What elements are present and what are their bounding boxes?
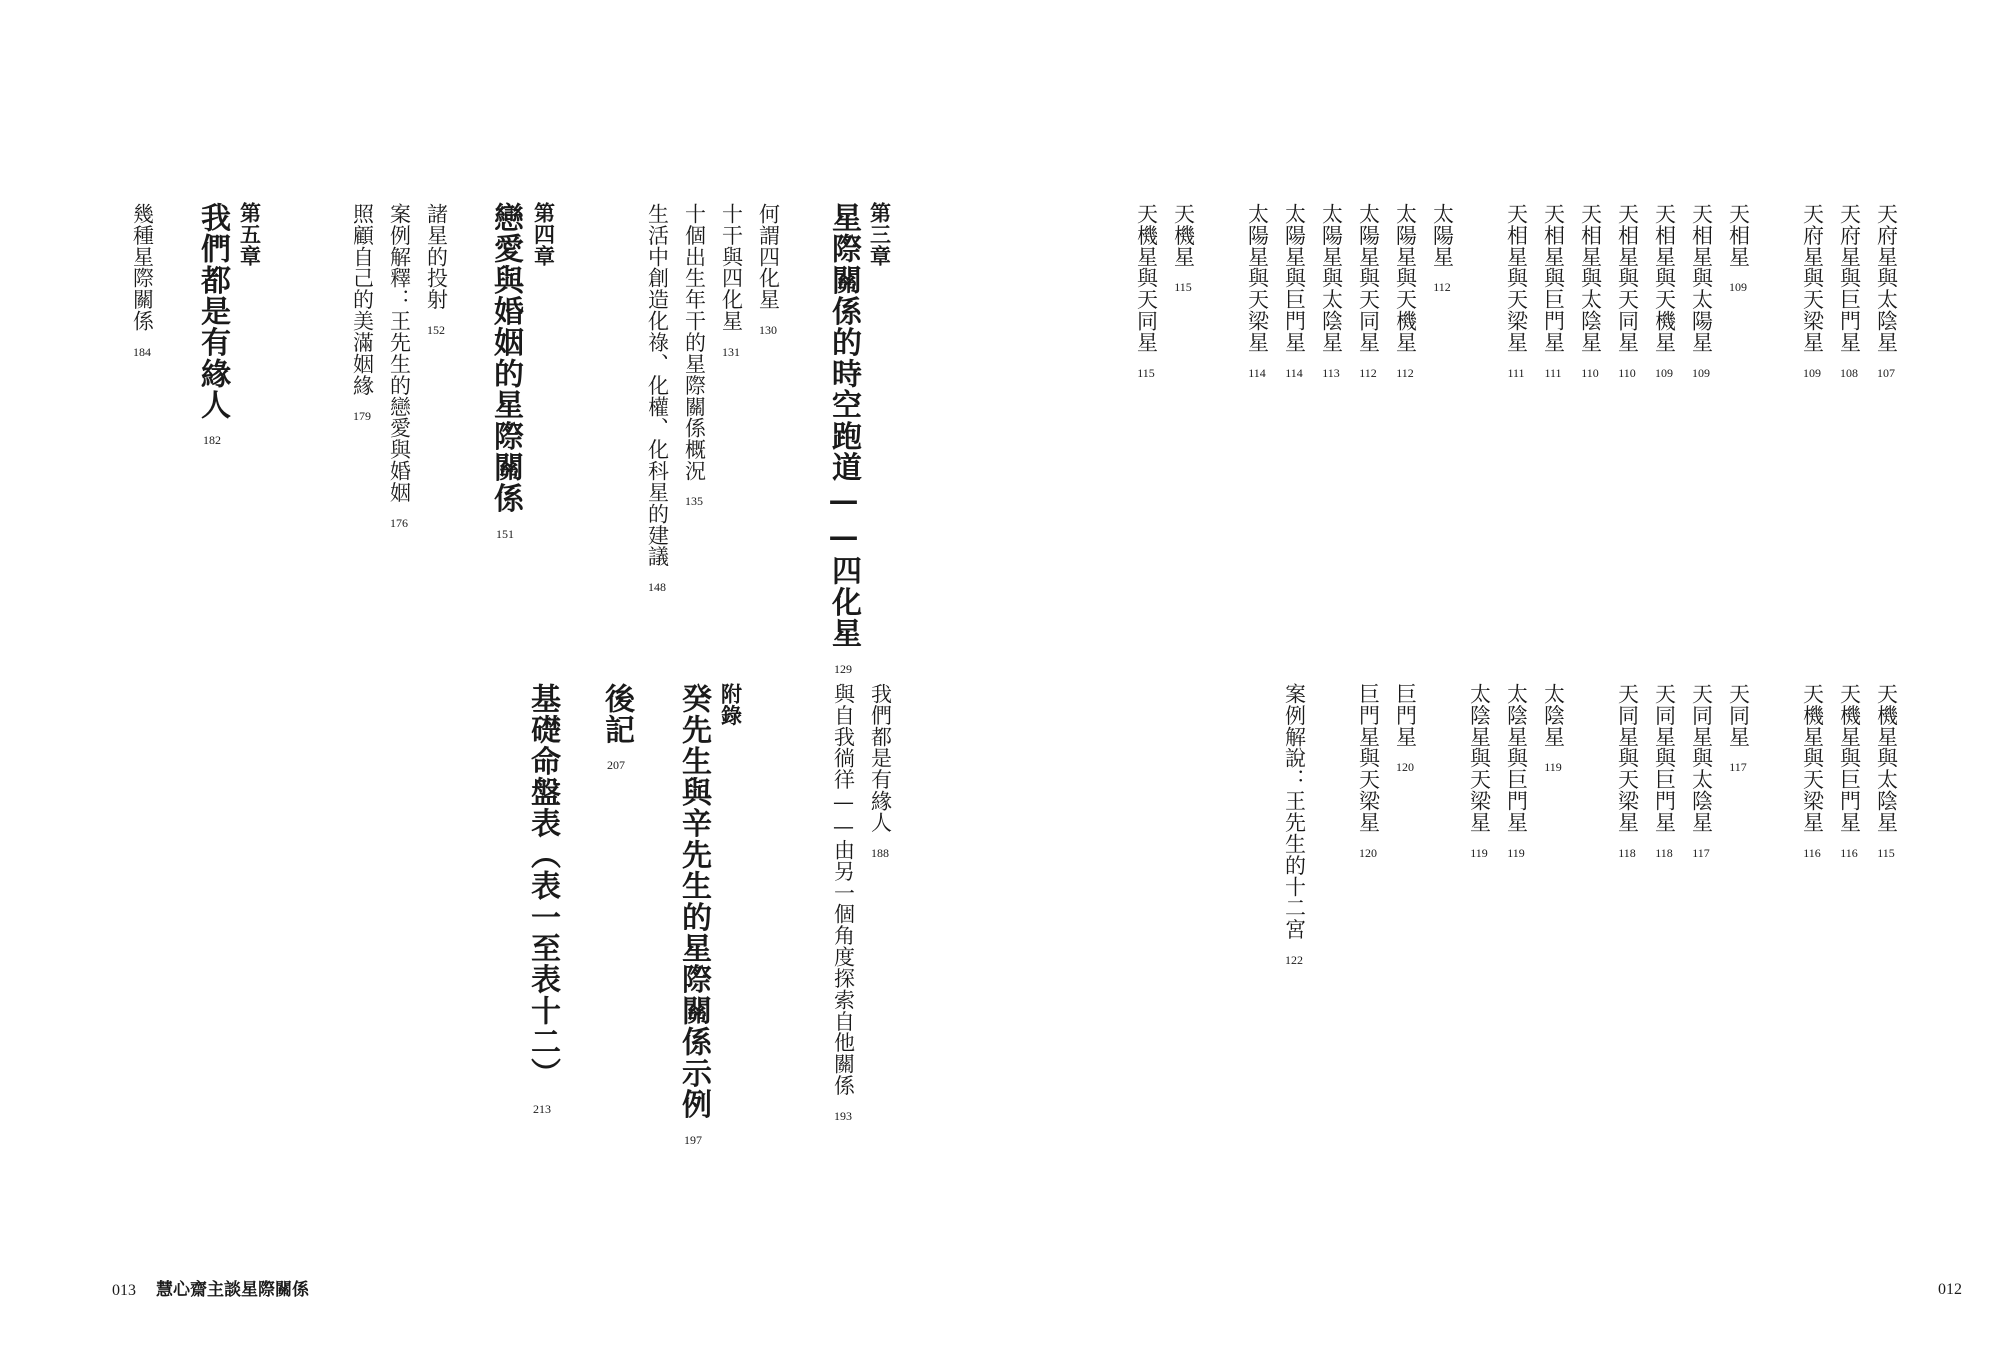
toc-entry-title: 天同星 [1726, 683, 1751, 748]
toc-entry [1829, 683, 1869, 859]
toc-entry [1866, 683, 1906, 859]
toc-entry [748, 203, 788, 336]
toc-entry-title: 幾種星際關係 [130, 203, 155, 332]
toc-entry-page: 119 [1544, 760, 1562, 775]
toc-entry-page: 118 [1655, 845, 1673, 860]
toc-entry-title: 太陽星與太陰星 [1319, 203, 1344, 353]
toc-entry-page: 179 [353, 408, 371, 423]
toc-entry-page: 115 [1174, 280, 1192, 295]
chapter-label [711, 683, 751, 726]
running-title: 慧心齋主談星際關係 [156, 1280, 309, 1300]
toc-entry [1163, 203, 1203, 293]
toc-entry [1718, 203, 1758, 293]
toc-entry-title: 十個出生年干的星際關係概況 [682, 203, 707, 482]
chapter-label [230, 202, 270, 266]
toc-entry [1126, 203, 1166, 379]
chapter-title [522, 683, 562, 1115]
toc-entry-title: 天相星 [1726, 203, 1751, 268]
toc-entry [342, 203, 382, 422]
toc-entry-page: 111 [1507, 365, 1525, 380]
toc-entry [1237, 203, 1277, 379]
toc-entry-title: 太陽星與天機星 [1393, 203, 1418, 353]
toc-entry-title: 巨門星 [1393, 683, 1418, 748]
toc-entry-title: 天機星與天同星 [1134, 203, 1159, 353]
toc-entry [1718, 683, 1758, 773]
toc-entry [1829, 203, 1869, 379]
toc-entry [1866, 203, 1906, 379]
toc-entry-title: 照顧自己的美滿姻緣 [350, 203, 375, 396]
chapter-title [673, 683, 713, 1146]
toc-entry [1533, 203, 1573, 379]
toc-entry [416, 203, 456, 336]
toc-entry [1348, 683, 1388, 859]
toc-entry-title: 何謂四化星 [756, 203, 781, 311]
toc-entry-page: 213 [533, 1101, 551, 1116]
toc-entry-page: 112 [1359, 365, 1377, 380]
chapter-5-label: 第五章 [237, 202, 263, 267]
toc-entry-page: 110 [1581, 365, 1599, 380]
toc-entry-title: 天相星與天機星 [1652, 203, 1677, 353]
toc-entry-page: 184 [133, 344, 151, 359]
toc-entry-page: 112 [1396, 365, 1414, 380]
toc-entry-title: 天相星與太陽星 [1689, 203, 1714, 353]
toc-entry-page: 131 [722, 344, 740, 359]
toc-entry-page: 119 [1470, 845, 1488, 860]
toc-entry [379, 203, 419, 529]
toc-entry-page: 129 [834, 661, 852, 676]
chapter-label [524, 202, 564, 266]
toc-entry-page: 116 [1803, 845, 1821, 860]
toc-entry [1274, 203, 1314, 379]
toc-entry-page: 109 [1729, 280, 1747, 295]
right-folio [1938, 1282, 1962, 1298]
toc-entry-page: 152 [427, 323, 445, 338]
chapter-title [823, 202, 863, 675]
toc-entry-title: 太陽星 [1430, 203, 1455, 268]
toc-entry [711, 203, 751, 358]
toc-entry-page: 193 [834, 1108, 852, 1123]
toc-entry-title: 天機星與天梁星 [1800, 683, 1825, 833]
chapter-4-label: 第四章 [531, 202, 557, 267]
chapter-5-title: 我們都是有緣人 [195, 202, 230, 421]
toc-entry [1644, 683, 1684, 859]
toc-entry-title: 天同星與太陰星 [1689, 683, 1714, 833]
toc-entry [1570, 203, 1610, 379]
toc-entry [1459, 683, 1499, 859]
toc-entry [1311, 203, 1351, 379]
toc-entry-title: 天同星與天梁星 [1615, 683, 1640, 833]
toc-entry-page: 119 [1507, 845, 1525, 860]
toc-entry [1681, 203, 1721, 379]
toc-entry [1348, 203, 1388, 379]
toc-entry-page: 109 [1655, 365, 1673, 380]
toc-entry [1422, 203, 1462, 293]
toc-entry-page: 182 [203, 433, 221, 448]
toc-entry-page: 151 [496, 527, 514, 541]
page-number: 012 [1938, 1281, 1962, 1298]
toc-entry-title: 與自我徜徉——由另一個角度探索自他關係 [831, 683, 856, 1096]
toc-entry-title: 天同星與巨門星 [1652, 683, 1677, 833]
toc-entry [1496, 203, 1536, 379]
toc-entry-title: 諸星的投射 [424, 203, 449, 311]
toc-entry-page: 115 [1877, 845, 1895, 860]
toc-entry-title: 天機星 [1171, 203, 1196, 268]
toc-entry-page: 130 [759, 323, 777, 338]
toc-entry [1607, 683, 1647, 859]
afterword-title: 後記 [599, 683, 634, 746]
toc-entry-title: 太陰星與巨門星 [1504, 683, 1529, 833]
toc-entry-page: 148 [648, 580, 666, 595]
toc-entry [1792, 683, 1832, 859]
toc-entry-title: 天府星與巨門星 [1837, 203, 1862, 353]
toc-entry-page: 117 [1692, 845, 1710, 860]
toc-entry-title: 十干與四化星 [719, 203, 744, 332]
toc-entry [1496, 683, 1536, 859]
toc-entry-page: 118 [1618, 845, 1636, 860]
toc-entry-title: 太陰星 [1541, 683, 1566, 748]
toc-entry-page: 111 [1544, 365, 1562, 380]
toc-entry-page: 117 [1729, 760, 1747, 775]
toc-entry-title: 太陽星與巨門星 [1282, 203, 1307, 353]
toc-entry-page: 207 [607, 758, 625, 773]
toc-entry-title: 太陽星與天同星 [1356, 203, 1381, 353]
toc-entry-page: 107 [1877, 365, 1895, 380]
toc-entry [1607, 203, 1647, 379]
toc-entry-title: 太陰星與天梁星 [1467, 683, 1492, 833]
toc-entry-page: 135 [685, 494, 703, 509]
toc-entry [1385, 203, 1425, 379]
toc-entry-page: 108 [1840, 365, 1858, 380]
toc-entry [1792, 203, 1832, 379]
toc-entry-page: 114 [1248, 365, 1266, 380]
toc-entry-title: 太陽星與天梁星 [1245, 203, 1270, 353]
chapter-title [485, 202, 525, 540]
toc-entry-page: 109 [1692, 365, 1710, 380]
chapter-title [596, 683, 636, 771]
page-number: 013 [112, 1282, 136, 1299]
toc-entry-title: 案例解說：王先生的十二宮 [1282, 683, 1307, 941]
toc-entry-page: 120 [1396, 760, 1414, 775]
toc-entry-title: 天機星與太陰星 [1874, 683, 1899, 833]
toc-entry [1644, 203, 1684, 379]
chapter-4-title: 戀愛與婚姻的星際關係 [488, 202, 523, 514]
toc-entry-page: 176 [390, 515, 408, 530]
chapter-3-title: 星際關係的時空跑道——四化星 [826, 202, 861, 649]
toc-entry-page: 115 [1137, 365, 1155, 380]
toc-entry [637, 203, 677, 593]
toc-entry [860, 683, 900, 859]
toc-entry [1533, 683, 1573, 773]
appendix-label: 附錄 [718, 683, 744, 726]
toc-entry-page: 120 [1359, 845, 1377, 860]
left-folio [112, 1282, 309, 1299]
toc-entry-page: 114 [1285, 365, 1303, 380]
toc-entry-page: 188 [871, 845, 889, 860]
toc-entry [1274, 683, 1314, 966]
toc-entry [1385, 683, 1425, 773]
toc-entry-page: 109 [1803, 365, 1821, 380]
toc-entry-title: 天府星與天梁星 [1800, 203, 1825, 353]
toc-entry-title: 生活中創造化祿、化權、化科星的建議 [645, 203, 670, 568]
toc-entry-title: 天機星與巨門星 [1837, 683, 1862, 833]
appendix-title: 癸先生與辛先生的星際關係示例 [676, 683, 711, 1120]
toc-entry-title: 案例解釋：王先生的戀愛與婚姻 [387, 203, 412, 503]
toc-entry-title: 天相星與天同星 [1615, 203, 1640, 353]
chapter-title [192, 202, 232, 446]
toc-entry [674, 203, 714, 507]
toc-entry [1681, 683, 1721, 859]
toc-entry-page: 122 [1285, 953, 1303, 968]
toc-entry-title: 天府星與太陰星 [1874, 203, 1899, 353]
toc-entry-title: 巨門星與天梁星 [1356, 683, 1381, 833]
toc-entry [122, 203, 162, 358]
toc-entry-page: 110 [1618, 365, 1636, 380]
chapter-3-label: 第三章 [867, 202, 893, 267]
chart-table-title: 基礎命盤表（表一至表十二） [525, 683, 560, 1089]
toc-entry-title: 天相星與太陰星 [1578, 203, 1603, 353]
chapter-label [860, 202, 900, 266]
toc-entry-page: 197 [684, 1132, 702, 1147]
toc-entry-page: 116 [1840, 845, 1858, 860]
toc-entry-page: 112 [1433, 280, 1451, 295]
toc-entry [823, 683, 863, 1122]
toc-entry-title: 天相星與巨門星 [1541, 203, 1566, 353]
toc-entry-page: 113 [1322, 365, 1340, 380]
toc-entry-title: 我們都是有緣人 [868, 683, 893, 833]
toc-entry-title: 天相星與天梁星 [1504, 203, 1529, 353]
